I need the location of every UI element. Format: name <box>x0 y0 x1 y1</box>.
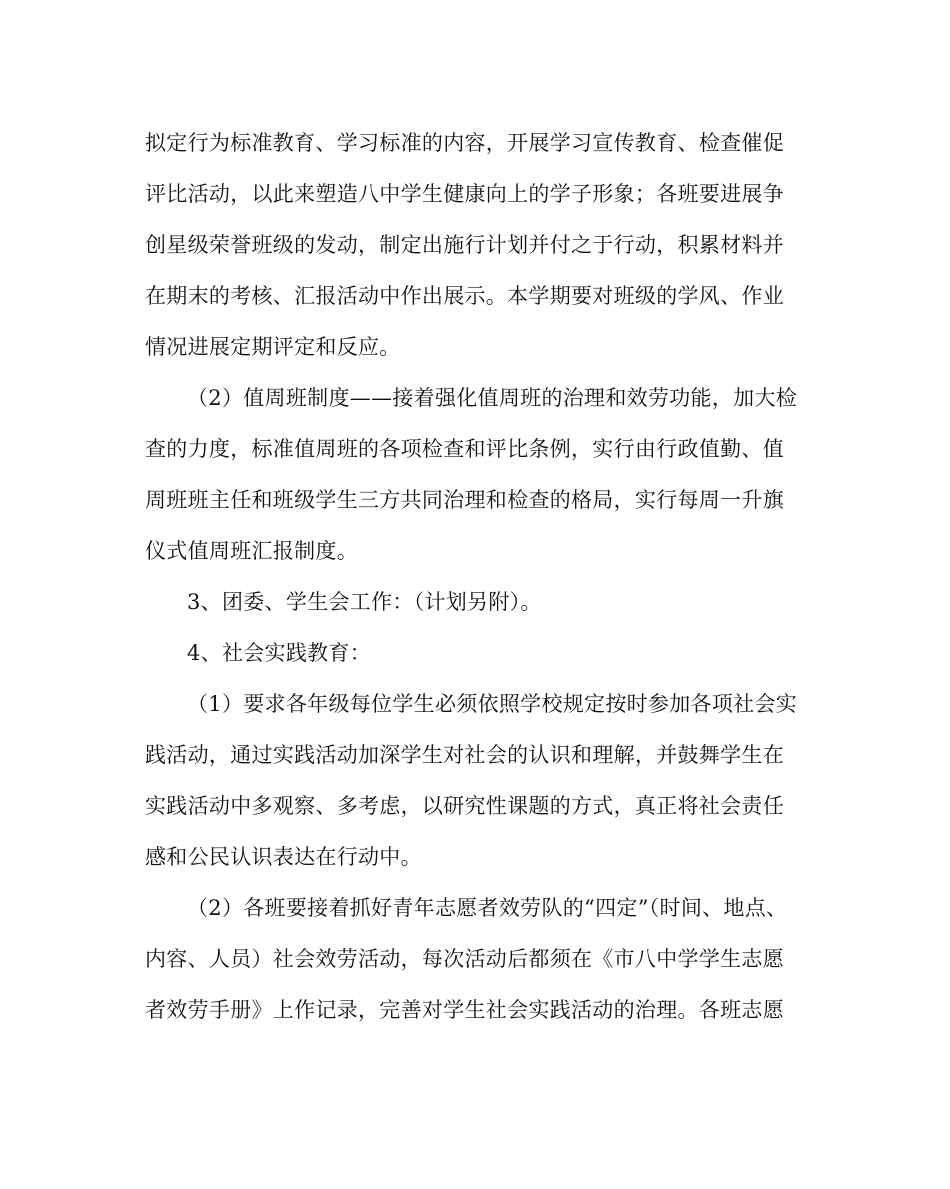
paragraph-line: 周班班主任和班级学生三方共同治理和检查的格局，实行每周一升旗 <box>145 488 784 512</box>
paragraph-line: 在期末的考核、汇报活动中作出展示。本学期要对班级的学风、作业 <box>145 284 784 308</box>
section-heading: 3、团委、学生会工作：（计划另附）。 <box>187 590 542 614</box>
paragraph-line: 者效劳手册》上作记录，完善对学生社会实践活动的治理。各班志愿 <box>145 998 784 1022</box>
paragraph-line: 感和公民认识表达在行动中。 <box>145 845 422 869</box>
paragraph-line: 查的力度，标准值周班的各项检查和评比条例，实行由行政值勤、值 <box>145 437 784 461</box>
paragraph-line: 创星级荣誉班级的发动，制定出施行计划并付之于行动，积累材料并 <box>145 233 784 257</box>
paragraph-line: （2）值周班制度——接着强化值周班的治理和效劳功能，加大检 <box>187 386 798 410</box>
paragraph-line: 实践活动中多观察、多考虑，以研究性课题的方式，真正将社会责任 <box>145 794 784 818</box>
paragraph-line: （2）各班要接着抓好青年志愿者效劳队的“四定”（时间、地点、 <box>187 896 788 920</box>
paragraph-line: 践活动，通过实践活动加深学生对社会的认识和理解，并鼓舞学生在 <box>145 743 784 767</box>
paragraph-line: 评比活动，以此来塑造八中学生健康向上的学子形象；各班要进展争 <box>145 182 784 206</box>
section-heading: 4、社会实践教育： <box>187 641 372 665</box>
paragraph-line: 拟定行为标准教育、学习标准的内容，开展学习宣传教育、检查催促 <box>145 131 784 155</box>
paragraph-line: 仪式值周班汇报制度。 <box>145 539 358 563</box>
paragraph-line: （1）要求各年级每位学生必须依照学校规定按时参加各项社会实 <box>187 692 798 716</box>
paragraph-line: 内容、人员）社会效劳活动，每次活动后都须在《市八中学学生志愿 <box>145 947 784 971</box>
paragraph-line: 情况进展定期评定和反应。 <box>145 335 401 359</box>
